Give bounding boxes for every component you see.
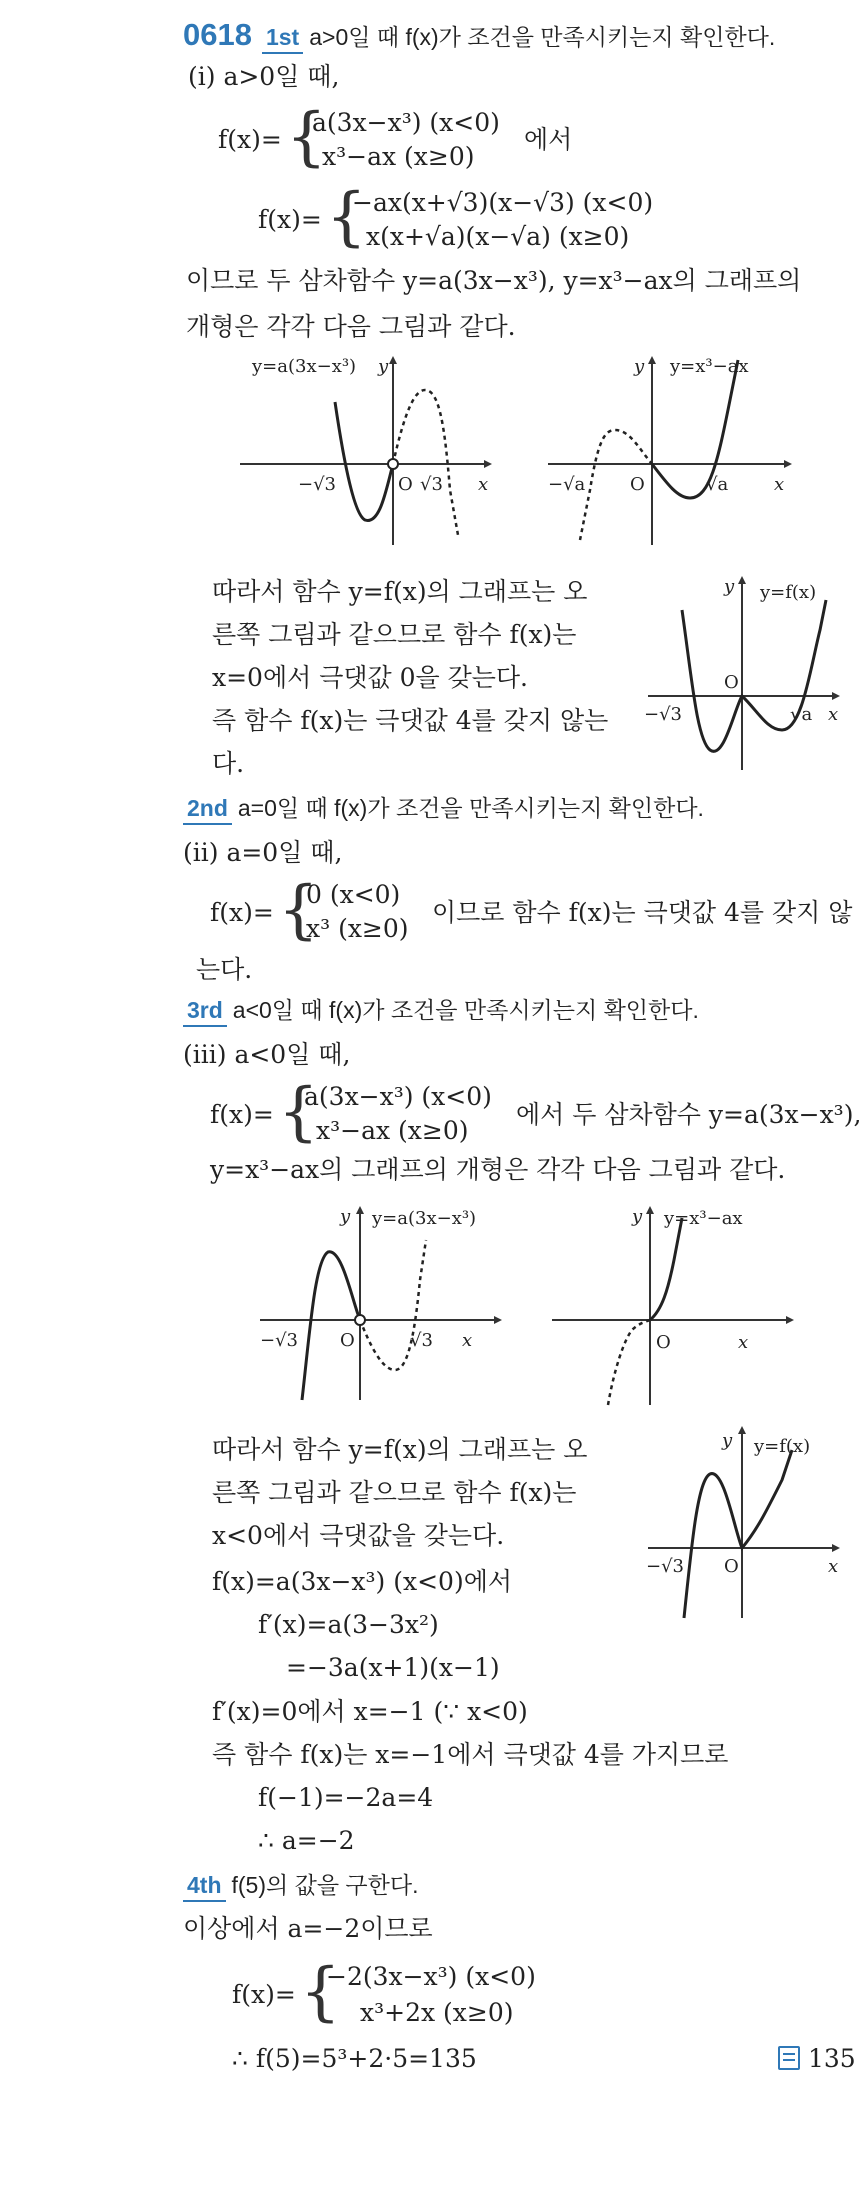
s1-para-4: 즉 함수 f(x)는 극댓값 4를 갖지 않는 bbox=[212, 706, 609, 735]
graph-d-func-label: y=a(3x−x³) bbox=[372, 1208, 477, 1229]
graph-e-cubic bbox=[552, 1200, 812, 1410]
graph-e-func-label: y=x³−ax bbox=[664, 1208, 743, 1229]
s3-f-top: a(3x−x³) (x<0) bbox=[304, 1082, 492, 1111]
case-2-label: (ⅱ) a=0일 때, bbox=[183, 838, 343, 867]
graph-e-origin: O bbox=[656, 1332, 671, 1353]
graph-b-cubic bbox=[540, 350, 820, 550]
step-title-3: a<0일 때 f(x)가 조건을 만족시키는지 확인한다. bbox=[232, 997, 699, 1023]
s4-f-lhs: f(x)= bbox=[232, 1980, 296, 2009]
s2-f-lhs: f(x)= bbox=[210, 898, 274, 927]
graph-d-cubic bbox=[260, 1200, 520, 1410]
answer-icon bbox=[778, 2046, 800, 2070]
piecewise-f-lhs: f(x)= bbox=[218, 125, 282, 154]
graph-c-neg-root: −√3 bbox=[644, 704, 683, 725]
problem-number: 0618 bbox=[183, 17, 252, 52]
s4-result: ∴ f(5)=5³+2·5=135 bbox=[232, 2044, 477, 2073]
s3-para-3: x<0에서 극댓값을 갖는다. bbox=[212, 1521, 505, 1550]
graph-a-func-label: y=a(3x−x³) bbox=[252, 356, 357, 377]
graph-c-origin: O bbox=[724, 672, 739, 693]
graph-a-pos-root: √3 bbox=[420, 474, 443, 495]
factored-f-top: −ax(x+√3)(x−√3) (x<0) bbox=[352, 188, 654, 217]
graph-c-func-label: y=f(x) bbox=[760, 582, 817, 603]
graph-b-func-label: y=x³−ax bbox=[670, 356, 749, 377]
graph-c-y-label: y bbox=[724, 576, 735, 597]
s3-f-lhs: f(x)= bbox=[210, 1100, 274, 1129]
step-title-4: f(5)의 값을 구한다. bbox=[231, 1872, 419, 1898]
step-title-2: a=0일 때 f(x)가 조건을 만족시키는지 확인한다. bbox=[237, 795, 704, 821]
s4-text: 이상에서 a=−2이므로 bbox=[183, 1914, 433, 1943]
step-badge-4th: 4th bbox=[183, 1870, 226, 1902]
piecewise-f-top: a(3x−x³) (x<0) bbox=[312, 108, 500, 137]
graph-f-origin: O bbox=[724, 1556, 739, 1577]
case-3-label: (ⅲ) a<0일 때, bbox=[183, 1040, 351, 1069]
s3-calc-5: 즉 함수 f(x)는 x=−1에서 극댓값 4를 가지므로 bbox=[212, 1740, 729, 1769]
s1-text-2: 개형은 각각 다음 그림과 같다. bbox=[186, 312, 516, 341]
s2-f-tail-2: 는다. bbox=[196, 955, 253, 984]
piecewise-brace: { bbox=[286, 100, 327, 174]
factored-f-bottom: x(x+√a)(x−√a) (x≥0) bbox=[366, 222, 630, 251]
step-badge-1st: 1st bbox=[262, 22, 303, 54]
graph-d-pos-root: √3 bbox=[410, 1330, 433, 1351]
s3-para-2: 른쪽 그림과 같으므로 함수 f(x)는 bbox=[212, 1478, 577, 1507]
s2-f-bottom: x³ (x≥0) bbox=[306, 914, 409, 943]
graph-a-origin: O bbox=[398, 474, 413, 495]
s3-calc-3: =−3a(x+1)(x−1) bbox=[286, 1653, 500, 1682]
piecewise-f-bottom: x³−ax (x≥0) bbox=[322, 142, 475, 171]
s1-para-5: 다. bbox=[212, 749, 245, 778]
s3-calc-4: f′(x)=0에서 x=−1 (∵ x<0) bbox=[212, 1697, 528, 1726]
s1-para-1: 따라서 함수 y=f(x)의 그래프는 오 bbox=[212, 577, 588, 606]
graph-e-y-label: y bbox=[632, 1206, 643, 1227]
s4-brace: { bbox=[300, 1955, 341, 2029]
piecewise-f-tail: 에서 bbox=[524, 125, 573, 154]
graph-d-origin: O bbox=[340, 1330, 355, 1351]
step-badge-3rd: 3rd bbox=[183, 995, 227, 1027]
s3-brace: { bbox=[278, 1075, 319, 1149]
graph-b-pos-root: √a bbox=[706, 474, 729, 495]
graph-d-y-label: y bbox=[340, 1206, 351, 1227]
graph-d-x-label: x bbox=[462, 1330, 473, 1351]
graph-b-y-label: y bbox=[634, 356, 645, 377]
graph-b-origin: O bbox=[630, 474, 645, 495]
s3-calc-2: f′(x)=a(3−3x²) bbox=[258, 1610, 439, 1639]
s1-para-3: x=0에서 극댓값 0을 갖는다. bbox=[212, 663, 528, 692]
graph-a-x-label: x bbox=[478, 474, 489, 495]
problem-header bbox=[183, 17, 776, 54]
case-1-label: (ⅰ) a>0일 때, bbox=[188, 62, 340, 91]
graph-b-neg-root: −√a bbox=[548, 474, 586, 495]
s3-para-1: 따라서 함수 y=f(x)의 그래프는 오 bbox=[212, 1435, 588, 1464]
s3-calc-6: f(−1)=−2a=4 bbox=[258, 1783, 434, 1812]
s3-f-tail: 에서 두 삼차함수 y=a(3x−x³), bbox=[516, 1100, 862, 1129]
s2-f-tail: 이므로 함수 f(x)는 극댓값 4를 갖지 않 bbox=[432, 898, 853, 927]
s3-calc-7: ∴ a=−2 bbox=[258, 1826, 355, 1855]
graph-f-neg-root: −√3 bbox=[646, 1556, 685, 1577]
graph-a-y-label: y bbox=[378, 356, 389, 377]
graph-d-neg-root: −√3 bbox=[260, 1330, 299, 1351]
s3-f-bottom: x³−ax (x≥0) bbox=[316, 1116, 469, 1145]
graph-c-result bbox=[642, 570, 852, 780]
answer-marker bbox=[778, 2044, 856, 2074]
s1-para-2: 른쪽 그림과 같으므로 함수 f(x)는 bbox=[212, 620, 577, 649]
step-badge-2nd: 2nd bbox=[183, 793, 232, 825]
graph-b-x-label: x bbox=[774, 474, 785, 495]
graph-e-x-label: x bbox=[738, 1332, 749, 1353]
s3-calc-1: f(x)=a(3x−x³) (x<0)에서 bbox=[212, 1567, 512, 1596]
graph-c-x-label: x bbox=[828, 704, 839, 725]
s2-f-top: 0 (x<0) bbox=[306, 880, 401, 909]
step-title-1: a>0일 때 f(x)가 조건을 만족시키는지 확인한다. bbox=[309, 24, 776, 50]
step-3-heading bbox=[183, 995, 699, 1027]
factored-brace: { bbox=[326, 180, 367, 254]
step-2-heading bbox=[183, 793, 704, 825]
s4-f-top: −2(3x−x³) (x<0) bbox=[326, 1962, 536, 1991]
answer-value: 135 bbox=[808, 2044, 856, 2073]
graph-f-x-label: x bbox=[828, 1556, 839, 1577]
graph-f-func-label: y=f(x) bbox=[754, 1436, 811, 1457]
graph-f-y-label: y bbox=[722, 1430, 733, 1451]
graph-a-cubic bbox=[240, 350, 500, 550]
graph-a-neg-root: −√3 bbox=[298, 474, 337, 495]
s1-text-1: 이므로 두 삼차함수 y=a(3x−x³), y=x³−ax의 그래프의 bbox=[186, 266, 802, 295]
s4-f-bottom: x³+2x (x≥0) bbox=[360, 1998, 514, 2027]
graph-f-result bbox=[642, 1420, 852, 1620]
step-4-heading bbox=[183, 1870, 418, 1902]
factored-f-lhs: f(x)= bbox=[258, 205, 322, 234]
s2-brace: { bbox=[278, 873, 319, 947]
s3-text-1: y=x³−ax의 그래프의 개형은 각각 다음 그림과 같다. bbox=[210, 1155, 786, 1184]
graph-c-pos-root: √a bbox=[790, 704, 813, 725]
